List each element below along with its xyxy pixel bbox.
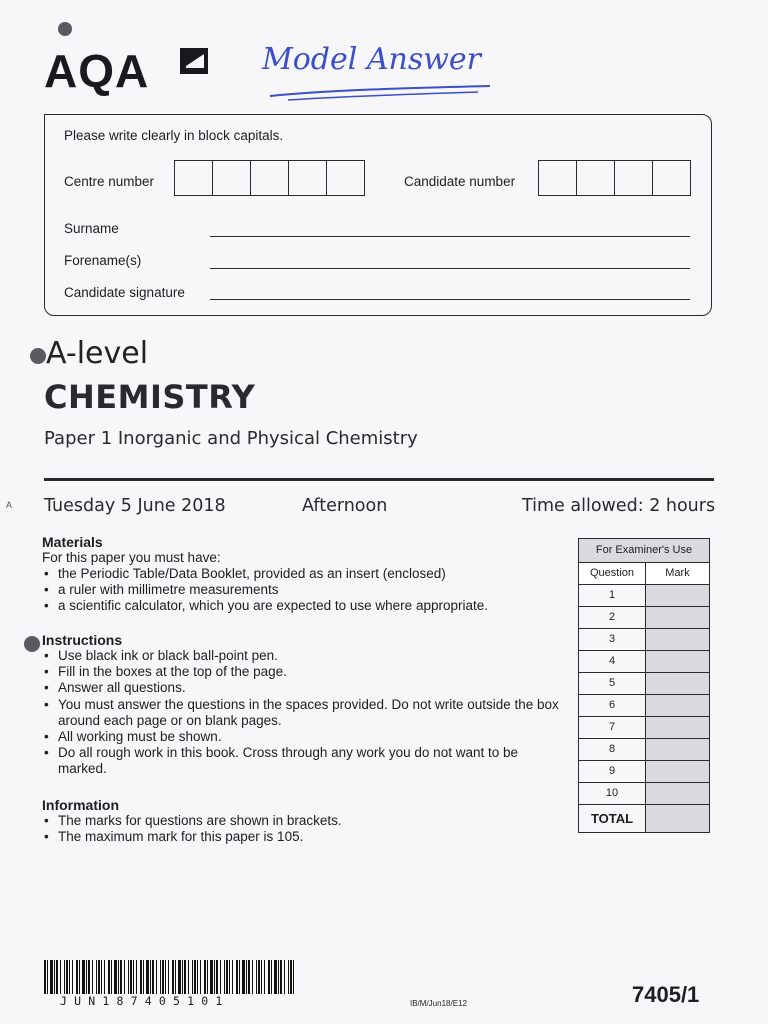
candidate-digit-box[interactable]	[539, 161, 577, 195]
qualification-level: A-level	[46, 336, 149, 371]
candidate-digit-box[interactable]	[615, 161, 653, 195]
examiner-table-title: For Examiner's Use	[579, 539, 709, 563]
block-capitals-instruction: Please write clearly in block capitals.	[64, 128, 284, 143]
reference-code: IB/M/Jun18/E12	[410, 999, 467, 1008]
list-item: • Fill in the boxes at the top of the page.	[42, 664, 562, 680]
paper-code: 7405/1	[632, 982, 700, 1007]
mark-cell[interactable]	[646, 695, 709, 716]
list-item: • Use black ink or black ball-point pen.	[42, 648, 562, 664]
model-answer-annotation: Model Answer	[262, 42, 482, 77]
mark-cell[interactable]	[646, 739, 709, 760]
total-row	[579, 805, 709, 832]
table-row	[579, 783, 709, 805]
question-number: 7	[579, 717, 646, 738]
question-number: 6	[579, 695, 646, 716]
centre-digit-box[interactable]	[327, 161, 364, 195]
surname-label: Surname	[64, 221, 119, 236]
table-row	[579, 607, 709, 629]
table-row	[579, 651, 709, 673]
mark-cell[interactable]	[646, 783, 709, 804]
question-number: 2	[579, 607, 646, 628]
centre-digit-box[interactable]	[251, 161, 289, 195]
punch-hole-title	[30, 348, 46, 364]
examiner-use-table	[578, 538, 710, 833]
mark-cell[interactable]	[646, 607, 709, 628]
table-row	[579, 761, 709, 783]
aqa-logo: AQA	[44, 45, 150, 97]
list-item: • a scientific calculator, which you are expected to use where appropriate.	[42, 598, 562, 614]
paper-title: Paper 1 Inorganic and Physical Chemistry	[44, 428, 418, 449]
mark-cell[interactable]	[646, 761, 709, 782]
punch-hole-instructions	[24, 636, 40, 652]
mark-cell[interactable]	[646, 585, 709, 606]
title-divider	[44, 478, 714, 481]
mark-cell[interactable]	[646, 651, 709, 672]
punch-hole-top	[58, 22, 72, 36]
question-number: 4	[579, 651, 646, 672]
exam-date: Tuesday 5 June 2018	[44, 496, 226, 516]
list-item: • Do all rough work in this book. Cross through any work you do not want to be marked.	[42, 745, 562, 777]
barcode-text: JUN187405101	[60, 994, 230, 1008]
question-number: 9	[579, 761, 646, 782]
table-row	[579, 629, 709, 651]
signature-label: Candidate signature	[64, 285, 185, 300]
barcode	[44, 960, 298, 994]
table-row	[579, 717, 709, 739]
list-item: • Answer all questions.	[42, 680, 562, 696]
question-number: 10	[579, 783, 646, 804]
total-mark-cell[interactable]	[646, 805, 709, 832]
mark-column-header: Mark	[646, 563, 709, 584]
aqa-logo-mark-icon	[176, 44, 212, 78]
time-allowed: Time allowed: 2 hours	[522, 496, 716, 516]
question-number: 3	[579, 629, 646, 650]
exam-session: Afternoon	[302, 496, 388, 516]
candidate-number-boxes[interactable]	[538, 160, 691, 196]
examiner-table-header-row	[579, 563, 709, 585]
margin-mark: A	[6, 500, 13, 510]
centre-digit-box[interactable]	[213, 161, 251, 195]
candidate-number-label: Candidate number	[404, 174, 516, 189]
annotation-underline	[268, 84, 492, 102]
signature-field[interactable]	[210, 299, 690, 300]
mark-cell[interactable]	[646, 629, 709, 650]
materials-heading: Materials	[42, 534, 103, 550]
surname-field[interactable]	[210, 236, 690, 237]
question-column-header: Question	[579, 563, 646, 584]
centre-digit-box[interactable]	[289, 161, 327, 195]
table-row	[579, 585, 709, 607]
list-item: • All working must be shown.	[42, 729, 562, 745]
centre-digit-box[interactable]	[175, 161, 213, 195]
question-number: 5	[579, 673, 646, 694]
list-item: • a ruler with millimetre measurements	[42, 582, 562, 598]
centre-number-label: Centre number	[64, 174, 155, 189]
table-row	[579, 695, 709, 717]
subject-title: CHEMISTRY	[44, 378, 256, 416]
list-item: • The maximum mark for this paper is 105.	[42, 829, 562, 845]
instructions-heading: Instructions	[42, 632, 123, 648]
table-row	[579, 739, 709, 761]
mark-cell[interactable]	[646, 673, 709, 694]
list-item: • You must answer the questions in the spaces provided. Do not write outside the box around each page or on blank pages.	[42, 697, 562, 729]
question-number: 8	[579, 739, 646, 760]
table-row	[579, 673, 709, 695]
information-heading: Information	[42, 797, 119, 813]
materials-intro: For this paper you must have:	[42, 550, 221, 565]
centre-number-boxes[interactable]	[174, 160, 365, 196]
question-number: 1	[579, 585, 646, 606]
candidate-digit-box[interactable]	[653, 161, 690, 195]
instructions-section	[42, 632, 562, 778]
list-item: • The marks for questions are shown in brackets.	[42, 813, 562, 829]
forename-label: Forename(s)	[64, 253, 142, 268]
total-label: TOTAL	[579, 805, 646, 832]
list-item: • the Periodic Table/Data Booklet, provided as an insert (enclosed)	[42, 566, 562, 582]
candidate-digit-box[interactable]	[577, 161, 615, 195]
forename-field[interactable]	[210, 268, 690, 269]
materials-section	[42, 534, 562, 615]
information-section	[42, 797, 562, 845]
mark-cell[interactable]	[646, 717, 709, 738]
